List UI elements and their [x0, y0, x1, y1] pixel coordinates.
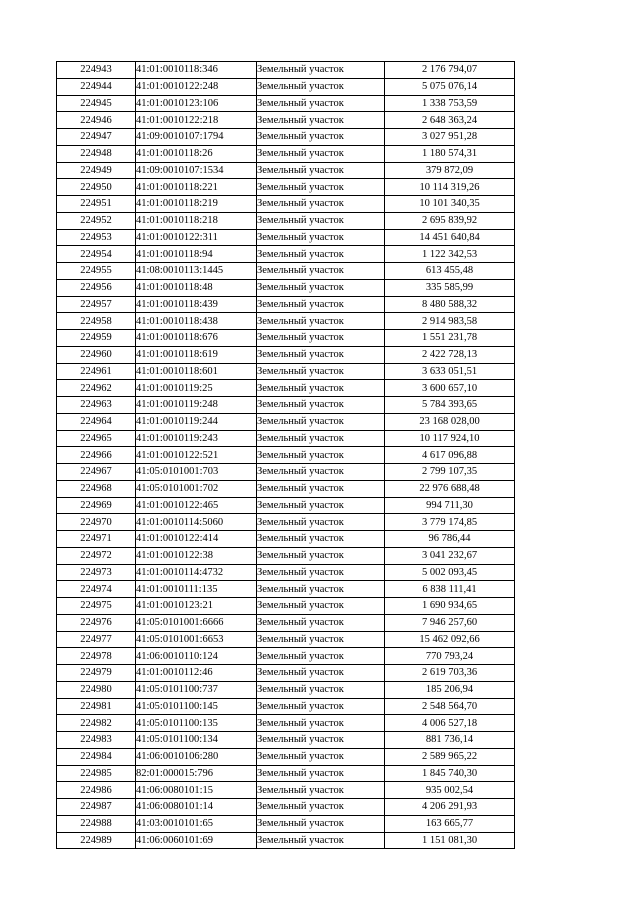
object-type-cell: Земельный участок: [257, 564, 385, 581]
cadastral-number-cell: 41:01:0010118:94: [136, 246, 257, 263]
object-type-cell: Земельный участок: [257, 246, 385, 263]
table-row: [57, 648, 515, 665]
cadastral-value-cell: 2 589 965,22: [385, 748, 515, 765]
cadastral-number-cell: 41:01:0010122:311: [136, 229, 257, 246]
row-number-cell: 224949: [57, 162, 136, 179]
cadastral-value-cell: 10 114 319,26: [385, 179, 515, 196]
cadastral-value-cell: 2 548 564,70: [385, 698, 515, 715]
cadastral-value-cell: 14 451 640,84: [385, 229, 515, 246]
table-row: [57, 497, 515, 514]
object-type-cell: Земельный участок: [257, 832, 385, 849]
object-type-cell: Земельный участок: [257, 815, 385, 832]
cadastral-number-cell: 41:01:0010118:346: [136, 62, 257, 79]
cadastral-value-cell: 1 845 740,30: [385, 765, 515, 782]
cadastral-value-cell: 2 799 107,35: [385, 464, 515, 481]
row-number-cell: 224956: [57, 279, 136, 296]
row-number-cell: 224976: [57, 614, 136, 631]
object-type-cell: Земельный участок: [257, 62, 385, 79]
row-number-cell: 224968: [57, 480, 136, 497]
object-type-cell: Земельный участок: [257, 782, 385, 799]
table-row: [57, 263, 515, 280]
cadastral-value-cell: 935 002,54: [385, 782, 515, 799]
row-number-cell: 224950: [57, 179, 136, 196]
table-row: [57, 397, 515, 414]
row-number-cell: 224967: [57, 464, 136, 481]
object-type-cell: Земельный участок: [257, 799, 385, 816]
row-number-cell: 224965: [57, 430, 136, 447]
row-number-cell: 224980: [57, 681, 136, 698]
object-type-cell: Земельный участок: [257, 263, 385, 280]
table-row: [57, 581, 515, 598]
cadastral-number-cell: 41:06:0080101:15: [136, 782, 257, 799]
cadastral-value-cell: 2 619 703,36: [385, 665, 515, 682]
table-row: [57, 815, 515, 832]
table-row: [57, 380, 515, 397]
cadastral-value-cell: 3 779 174,85: [385, 514, 515, 531]
cadastral-value-cell: 5 784 393,65: [385, 397, 515, 414]
object-type-cell: Земельный участок: [257, 531, 385, 548]
cadastral-number-cell: 41:01:0010122:38: [136, 547, 257, 564]
table-row: [57, 464, 515, 481]
row-number-cell: 224964: [57, 413, 136, 430]
cadastral-value-cell: 770 793,24: [385, 648, 515, 665]
object-type-cell: Земельный участок: [257, 598, 385, 615]
object-type-cell: Земельный участок: [257, 229, 385, 246]
cadastral-value-cell: 96 786,44: [385, 531, 515, 548]
table-row: [57, 279, 515, 296]
table-row: [57, 313, 515, 330]
cadastral-number-cell: 41:01:0010122:248: [136, 78, 257, 95]
table-row: [57, 514, 515, 531]
object-type-cell: Земельный участок: [257, 380, 385, 397]
row-number-cell: 224952: [57, 212, 136, 229]
table-row: [57, 162, 515, 179]
row-number-cell: 224985: [57, 765, 136, 782]
table-row: [57, 78, 515, 95]
row-number-cell: 224981: [57, 698, 136, 715]
cadastral-value-cell: 1 338 753,59: [385, 95, 515, 112]
cadastral-number-cell: 41:01:0010122:218: [136, 112, 257, 129]
cadastral-number-cell: 41:06:0080101:14: [136, 799, 257, 816]
cadastral-number-cell: 41:01:0010118:218: [136, 212, 257, 229]
table-row: [57, 430, 515, 447]
row-number-cell: 224957: [57, 296, 136, 313]
object-type-cell: Земельный участок: [257, 112, 385, 129]
cadastral-number-cell: 41:01:0010114:4732: [136, 564, 257, 581]
cadastral-number-cell: 41:01:0010119:244: [136, 413, 257, 430]
table-row: [57, 196, 515, 213]
row-number-cell: 224959: [57, 330, 136, 347]
cadastral-number-cell: 82:01:000015:796: [136, 765, 257, 782]
table-row: [57, 598, 515, 615]
cadastral-value-cell: 1 690 934,65: [385, 598, 515, 615]
cadastral-number-cell: 41:01:0010123:21: [136, 598, 257, 615]
row-number-cell: 224970: [57, 514, 136, 531]
cadastral-value-cell: 1 151 081,30: [385, 832, 515, 849]
cadastral-number-cell: 41:09:0010107:1534: [136, 162, 257, 179]
cadastral-number-cell: 41:03:0010101:65: [136, 815, 257, 832]
object-type-cell: Земельный участок: [257, 614, 385, 631]
cadastral-value-cell: 1 551 231,78: [385, 330, 515, 347]
object-type-cell: Земельный участок: [257, 648, 385, 665]
cadastral-number-cell: 41:08:0010113:1445: [136, 263, 257, 280]
row-number-cell: 224983: [57, 732, 136, 749]
cadastral-value-cell: 881 736,14: [385, 732, 515, 749]
cadastral-value-cell: 4 617 096,88: [385, 447, 515, 464]
row-number-cell: 224944: [57, 78, 136, 95]
cadastral-value-cell: 8 480 588,32: [385, 296, 515, 313]
cadastral-number-cell: 41:01:0010119:243: [136, 430, 257, 447]
object-type-cell: Земельный участок: [257, 547, 385, 564]
object-type-cell: Земельный участок: [257, 397, 385, 414]
table-row: [57, 748, 515, 765]
cadastral-number-cell: 41:05:0101001:703: [136, 464, 257, 481]
cadastral-value-cell: 185 206,94: [385, 681, 515, 698]
cadastral-value-cell: 3 633 051,51: [385, 363, 515, 380]
cadastral-number-cell: 41:01:0010122:465: [136, 497, 257, 514]
object-type-cell: Земельный участок: [257, 413, 385, 430]
cadastral-value-cell: 2 648 363,24: [385, 112, 515, 129]
cadastral-value-cell: 4 206 291,93: [385, 799, 515, 816]
row-number-cell: 224951: [57, 196, 136, 213]
object-type-cell: Земельный участок: [257, 129, 385, 146]
row-number-cell: 224962: [57, 380, 136, 397]
cadastral-value-cell: 5 075 076,14: [385, 78, 515, 95]
object-type-cell: Земельный участок: [257, 330, 385, 347]
cadastral-value-cell: 2 914 983,58: [385, 313, 515, 330]
table-row: [57, 614, 515, 631]
cadastral-value-cell: 3 600 657,10: [385, 380, 515, 397]
cadastral-number-cell: 41:01:0010118:219: [136, 196, 257, 213]
cadastral-value-cell: 163 665,77: [385, 815, 515, 832]
cadastral-number-cell: 41:05:0101100:135: [136, 715, 257, 732]
row-number-cell: 224971: [57, 531, 136, 548]
cadastral-value-cell: 15 462 092,66: [385, 631, 515, 648]
table-row: [57, 62, 515, 79]
row-number-cell: 224972: [57, 547, 136, 564]
table-row: [57, 95, 515, 112]
table-row: [57, 296, 515, 313]
row-number-cell: 224954: [57, 246, 136, 263]
row-number-cell: 224961: [57, 363, 136, 380]
row-number-cell: 224989: [57, 832, 136, 849]
cadastral-value-cell: 3 041 232,67: [385, 547, 515, 564]
object-type-cell: Земельный участок: [257, 732, 385, 749]
row-number-cell: 224948: [57, 145, 136, 162]
row-number-cell: 224943: [57, 62, 136, 79]
table-row: [57, 732, 515, 749]
object-type-cell: Земельный участок: [257, 514, 385, 531]
row-number-cell: 224987: [57, 799, 136, 816]
object-type-cell: Земельный участок: [257, 480, 385, 497]
table-row: [57, 229, 515, 246]
table-row: [57, 564, 515, 581]
row-number-cell: 224958: [57, 313, 136, 330]
object-type-cell: Земельный участок: [257, 631, 385, 648]
table-row: [57, 480, 515, 497]
table-row: [57, 447, 515, 464]
object-type-cell: Земельный участок: [257, 95, 385, 112]
cadastral-number-cell: 41:01:0010122:414: [136, 531, 257, 548]
cadastral-value-cell: 4 006 527,18: [385, 715, 515, 732]
row-number-cell: 224979: [57, 665, 136, 682]
cadastral-value-cell: 994 711,30: [385, 497, 515, 514]
table-body: [57, 62, 515, 849]
row-number-cell: 224974: [57, 581, 136, 598]
cadastral-number-cell: 41:01:0010118:439: [136, 296, 257, 313]
cadastral-value-cell: 7 946 257,60: [385, 614, 515, 631]
cadastral-value-cell: 1 180 574,31: [385, 145, 515, 162]
row-number-cell: 224946: [57, 112, 136, 129]
row-number-cell: 224977: [57, 631, 136, 648]
row-number-cell: 224953: [57, 229, 136, 246]
cadastral-number-cell: 41:01:0010122:521: [136, 447, 257, 464]
cadastral-value-cell: 2 176 794,07: [385, 62, 515, 79]
cadastral-number-cell: 41:01:0010118:221: [136, 179, 257, 196]
cadastral-number-cell: 41:01:0010112:46: [136, 665, 257, 682]
cadastral-number-cell: 41:01:0010119:248: [136, 397, 257, 414]
cadastral-number-cell: 41:01:0010118:601: [136, 363, 257, 380]
table-row: [57, 782, 515, 799]
cadastral-number-cell: 41:01:0010118:676: [136, 330, 257, 347]
object-type-cell: Земельный участок: [257, 497, 385, 514]
object-type-cell: Земельный участок: [257, 313, 385, 330]
object-type-cell: Земельный участок: [257, 464, 385, 481]
object-type-cell: Земельный участок: [257, 346, 385, 363]
table-row: [57, 547, 515, 564]
cadastral-value-cell: 3 027 951,28: [385, 129, 515, 146]
cadastral-value-cell: 2 695 839,92: [385, 212, 515, 229]
row-number-cell: 224973: [57, 564, 136, 581]
table-row: [57, 212, 515, 229]
table-row: [57, 799, 515, 816]
cadastral-value-cell: 335 585,99: [385, 279, 515, 296]
cadastral-value-cell: 10 101 340,35: [385, 196, 515, 213]
table-row: [57, 681, 515, 698]
row-number-cell: 224988: [57, 815, 136, 832]
object-type-cell: Земельный участок: [257, 447, 385, 464]
cadastral-value-cell: 22 976 688,48: [385, 480, 515, 497]
cadastral-number-cell: 41:06:0010110:124: [136, 648, 257, 665]
cadastral-value-cell: 23 168 028,00: [385, 413, 515, 430]
row-number-cell: 224975: [57, 598, 136, 615]
table-row: [57, 531, 515, 548]
object-type-cell: Земельный участок: [257, 430, 385, 447]
table-row: [57, 363, 515, 380]
cadastral-value-cell: 2 422 728,13: [385, 346, 515, 363]
object-type-cell: Земельный участок: [257, 715, 385, 732]
cadastral-number-cell: 41:01:0010118:619: [136, 346, 257, 363]
cadastral-value-cell: 613 455,48: [385, 263, 515, 280]
cadastral-number-cell: 41:01:0010114:5060: [136, 514, 257, 531]
table-row: [57, 631, 515, 648]
object-type-cell: Земельный участок: [257, 162, 385, 179]
row-number-cell: 224969: [57, 497, 136, 514]
table-row: [57, 413, 515, 430]
row-number-cell: 224963: [57, 397, 136, 414]
cadastral-number-cell: 41:05:0101100:737: [136, 681, 257, 698]
cadastral-number-cell: 41:05:0101001:6666: [136, 614, 257, 631]
object-type-cell: Земельный участок: [257, 145, 385, 162]
table-row: [57, 129, 515, 146]
cadastral-number-cell: 41:09:0010107:1794: [136, 129, 257, 146]
row-number-cell: 224955: [57, 263, 136, 280]
object-type-cell: Земельный участок: [257, 179, 385, 196]
table-row: [57, 832, 515, 849]
cadastral-value-cell: 10 117 924,10: [385, 430, 515, 447]
cadastral-number-cell: 41:05:0101001:6653: [136, 631, 257, 648]
object-type-cell: Земельный участок: [257, 296, 385, 313]
row-number-cell: 224947: [57, 129, 136, 146]
cadastral-number-cell: 41:01:0010111:135: [136, 581, 257, 598]
row-number-cell: 224960: [57, 346, 136, 363]
object-type-cell: Земельный участок: [257, 665, 385, 682]
table-row: [57, 665, 515, 682]
cadastral-number-cell: 41:06:0060101:69: [136, 832, 257, 849]
object-type-cell: Земельный участок: [257, 748, 385, 765]
object-type-cell: Земельный участок: [257, 363, 385, 380]
object-type-cell: Земельный участок: [257, 765, 385, 782]
table-row: [57, 346, 515, 363]
cadastral-number-cell: 41:05:0101100:145: [136, 698, 257, 715]
object-type-cell: Земельный участок: [257, 78, 385, 95]
table-row: [57, 330, 515, 347]
cadastral-value-cell: 6 838 111,41: [385, 581, 515, 598]
object-type-cell: Земельный участок: [257, 681, 385, 698]
table-row: [57, 765, 515, 782]
object-type-cell: Земельный участок: [257, 581, 385, 598]
cadastral-value-cell: 1 122 342,53: [385, 246, 515, 263]
cadastral-number-cell: 41:06:0010106:280: [136, 748, 257, 765]
table-row: [57, 145, 515, 162]
cadastral-number-cell: 41:01:0010123:106: [136, 95, 257, 112]
cadastral-number-cell: 41:01:0010118:48: [136, 279, 257, 296]
row-number-cell: 224978: [57, 648, 136, 665]
cadastral-number-cell: 41:01:0010118:438: [136, 313, 257, 330]
row-number-cell: 224966: [57, 447, 136, 464]
object-type-cell: Земельный участок: [257, 698, 385, 715]
row-number-cell: 224945: [57, 95, 136, 112]
cadastral-number-cell: 41:01:0010118:26: [136, 145, 257, 162]
table-row: [57, 715, 515, 732]
cadastral-number-cell: 41:05:0101001:702: [136, 480, 257, 497]
cadastral-number-cell: 41:01:0010119:25: [136, 380, 257, 397]
object-type-cell: Земельный участок: [257, 279, 385, 296]
cadastral-value-table: [56, 61, 515, 849]
object-type-cell: Земельный участок: [257, 212, 385, 229]
object-type-cell: Земельный участок: [257, 196, 385, 213]
cadastral-number-cell: 41:05:0101100:134: [136, 732, 257, 749]
row-number-cell: 224982: [57, 715, 136, 732]
table-row: [57, 698, 515, 715]
table-row: [57, 179, 515, 196]
row-number-cell: 224986: [57, 782, 136, 799]
table-row: [57, 246, 515, 263]
cadastral-value-cell: 379 872,09: [385, 162, 515, 179]
row-number-cell: 224984: [57, 748, 136, 765]
table-row: [57, 112, 515, 129]
cadastral-value-cell: 5 002 093,45: [385, 564, 515, 581]
